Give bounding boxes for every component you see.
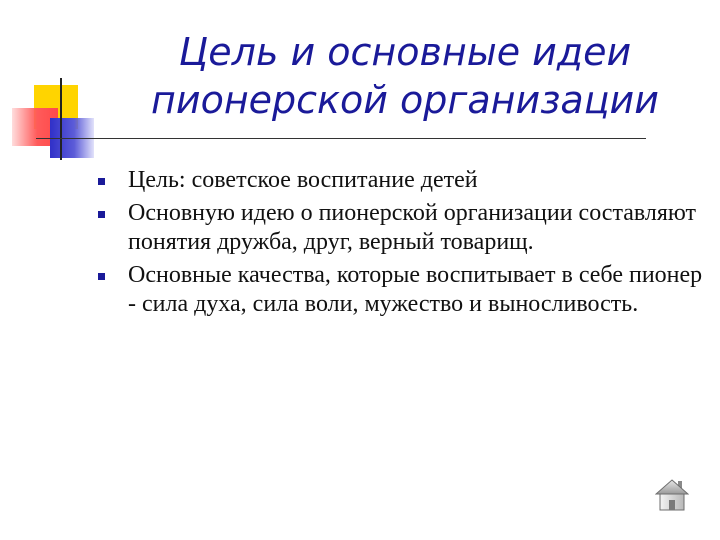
bullet-item [96,166,706,195]
home-icon [655,478,689,512]
bullet-list [96,166,706,323]
bullet-marker-icon [98,178,105,185]
title-line-1: Цель и основные идеи [178,30,632,74]
bullet-item [96,261,706,319]
bullet-marker-icon [98,211,105,218]
bullet-text: Цель: советское воспитание детей [128,167,478,193]
home-button[interactable] [655,478,689,512]
bullet-text: Основные качества, которые воспитывает в себе пионер - сила духа, сила воли, мужество и выносливость. [128,262,703,317]
bullet-item [96,199,706,257]
title-divider [36,138,646,139]
bullet-text: Основную идею о пионерской организации составляют понятия дружба, друг, верный товарищ. [128,200,697,255]
bullet-marker-icon [98,273,105,280]
slide-title [120,28,690,124]
decor-vertical-line [60,78,62,160]
title-line-2: пионерской организации [151,78,659,122]
